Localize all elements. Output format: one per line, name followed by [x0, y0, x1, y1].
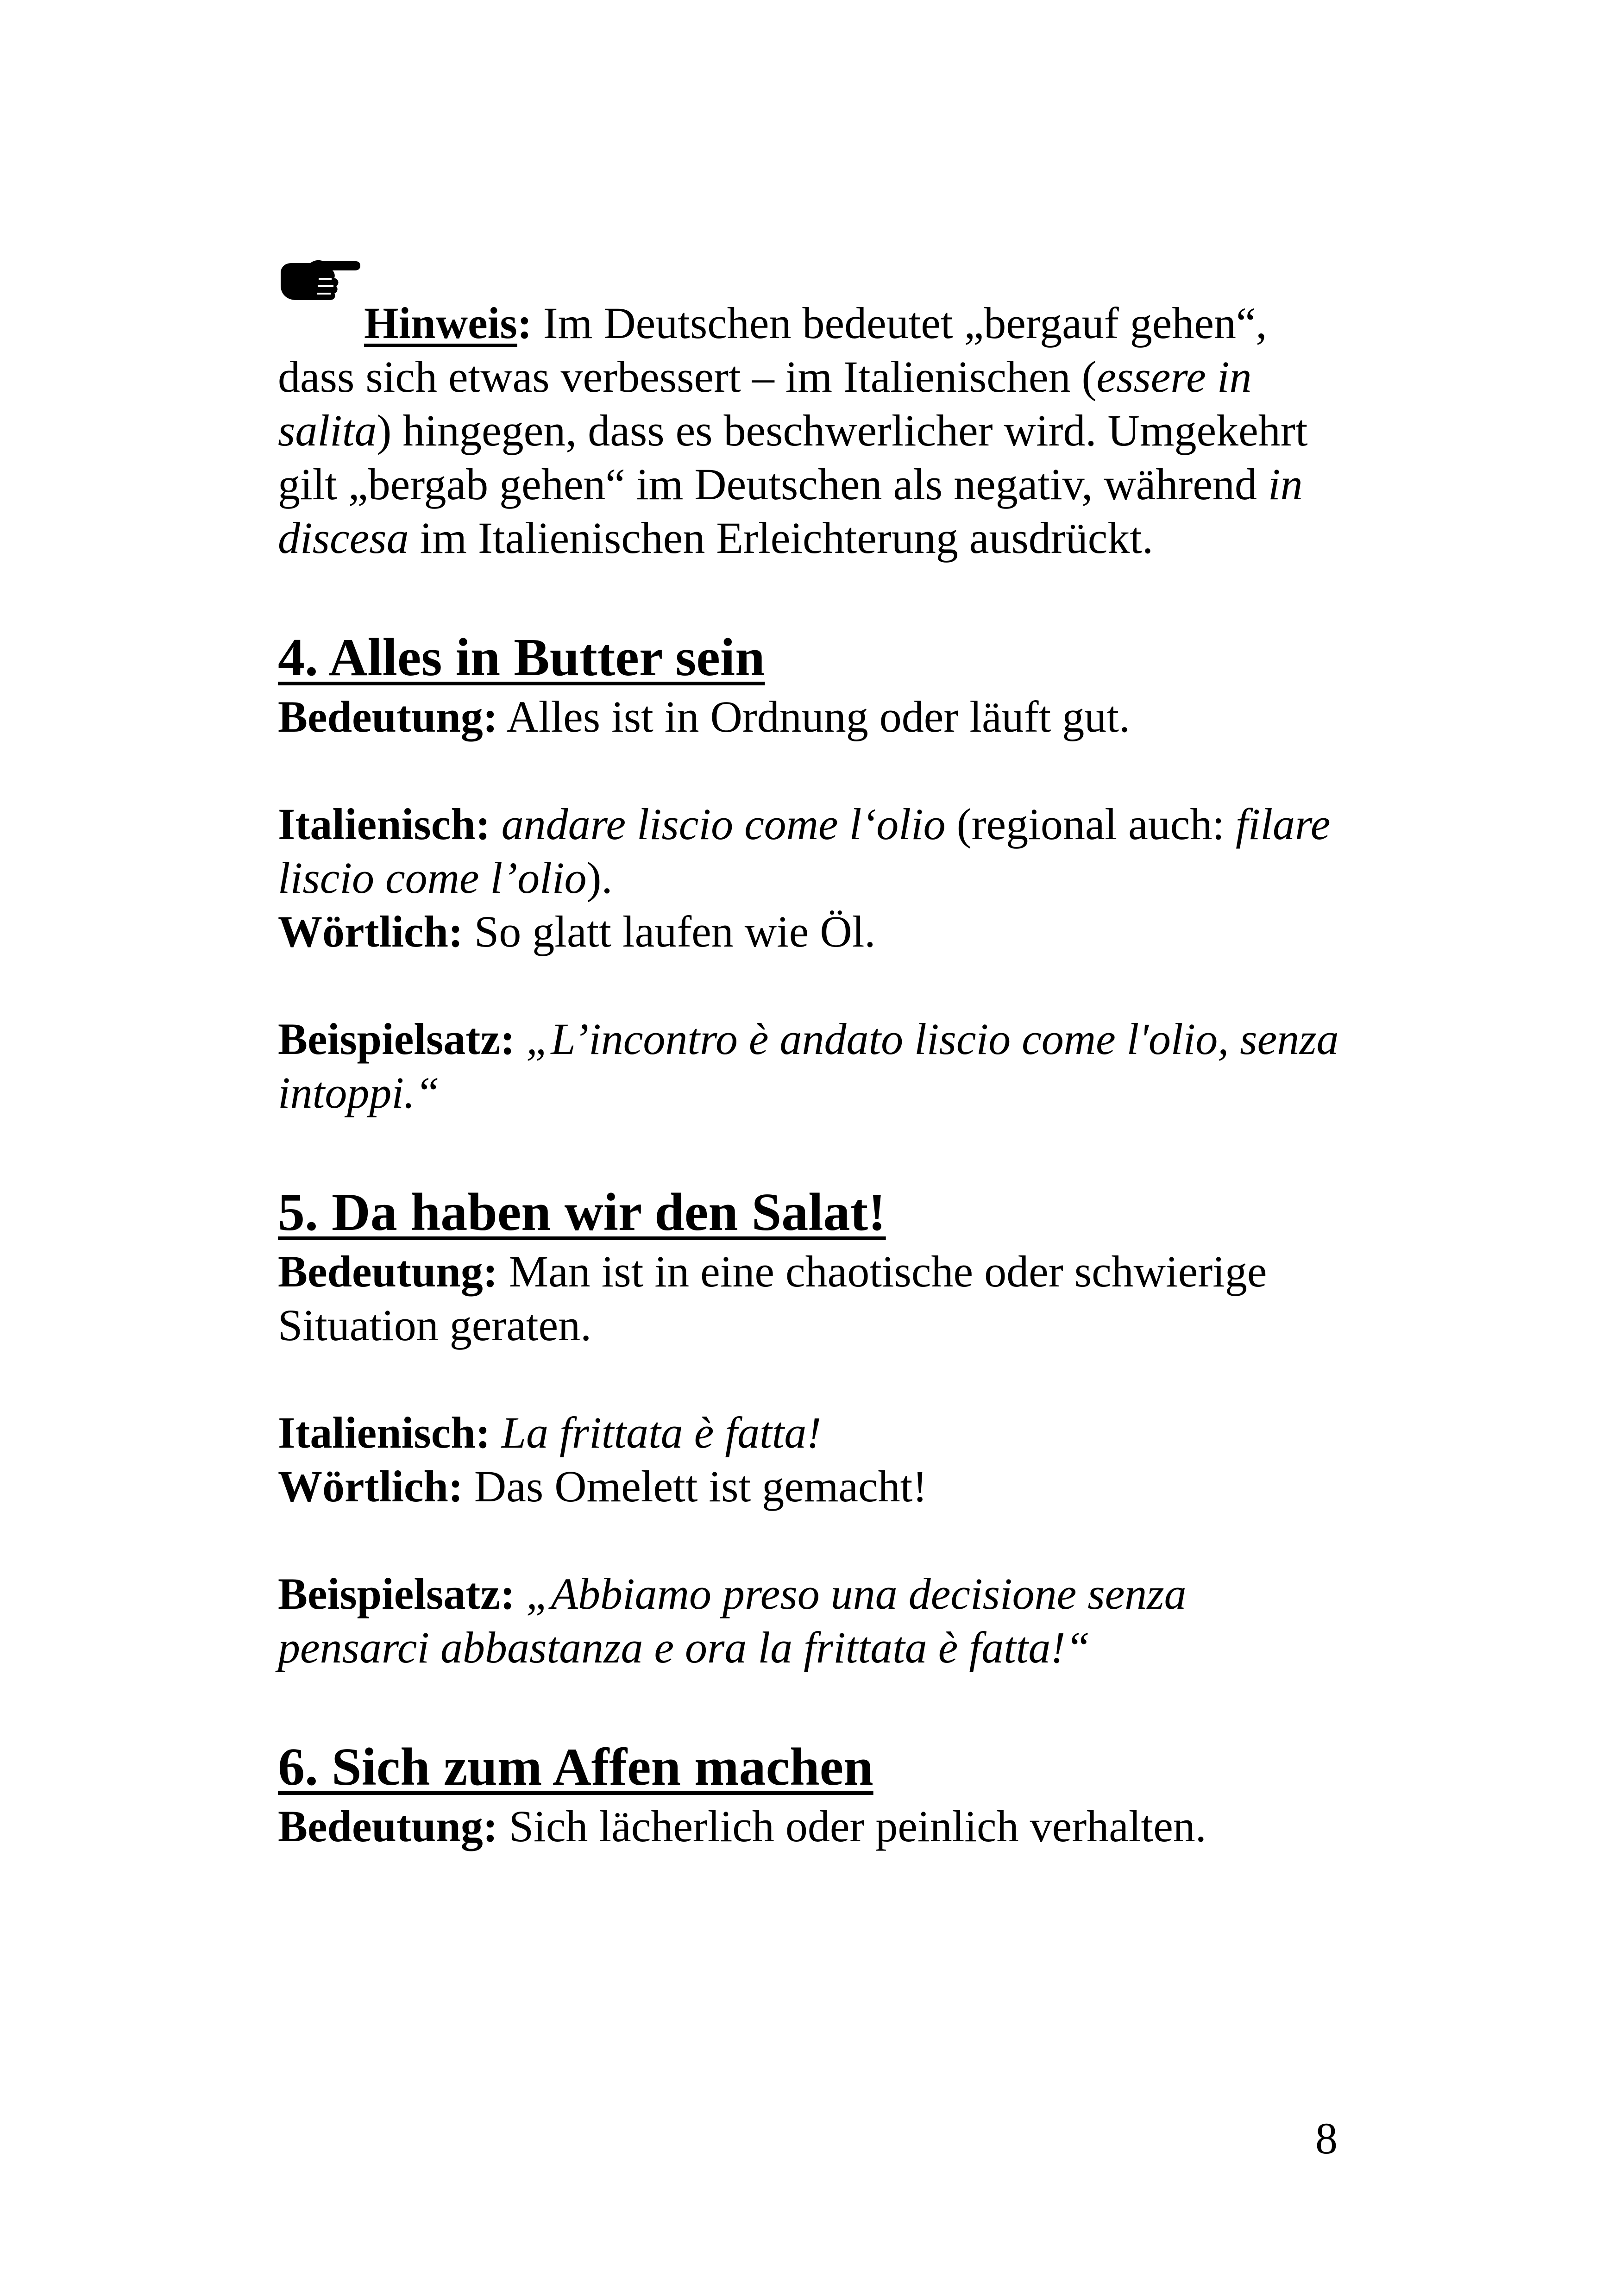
example-text: „Abbiamo preso una decisione senza pensarci abbastanza e ora la frittata è fatta!“ [278, 1569, 1187, 1672]
meaning-text: Sich lächerlich oder peinlich verhalten. [497, 1801, 1206, 1851]
italian-text: (regional auch: [945, 799, 1236, 849]
section-4-literal [278, 905, 1343, 959]
hint-colon: : [517, 298, 532, 348]
hint-text-3: im Italienischen Erleichterung ausdrückt. [408, 513, 1154, 563]
literal-label: Wörtlich: [278, 1462, 463, 1511]
literal-label: Wörtlich: [278, 907, 463, 956]
literal-text: Das Omelett ist gemacht! [463, 1462, 928, 1511]
example-text: „L’incontro è andato liscio come l'olio, senza intoppi.“ [278, 1014, 1339, 1117]
hint-italic-2: in discesa [278, 459, 1303, 563]
meaning-text: Alles ist in Ordnung oder läuft gut. [497, 692, 1130, 741]
hint-paragraph [278, 282, 1343, 565]
document-page [278, 282, 1343, 1853]
section-heading-5: 5. Da haben wir den Salat! [278, 1183, 886, 1242]
italian-phrase: La frittata è fatta! [501, 1408, 822, 1457]
hint-text-1: Im Deutschen bedeutet „bergauf gehen“, dass sich etwas verbessert – im Italienischen ( [278, 298, 1267, 401]
section-5-literal [278, 1460, 1343, 1513]
section-5-meaning [278, 1245, 1343, 1352]
hint-italic-1: essere in salita [278, 352, 1252, 455]
italian-text-end: ). [586, 853, 613, 903]
italian-label: Italienisch: [278, 799, 490, 849]
section-5-example [278, 1567, 1343, 1675]
hint-text-2: ) hingegen, dass es beschwerlicher wird. Umgekehrt gilt „bergab gehen“ im Deutschen als negativ, während [278, 406, 1308, 509]
italian-label: Italienisch: [278, 1408, 490, 1457]
meaning-label: Bedeutung: [278, 1247, 498, 1296]
literal-text: So glatt laufen wie Öl. [463, 907, 876, 956]
section-heading-4: 4. Alles in Butter sein [278, 628, 765, 687]
meaning-label: Bedeutung: [278, 692, 498, 741]
meaning-label: Bedeutung: [278, 1801, 498, 1851]
example-label: Beispielsatz: [278, 1569, 515, 1618]
example-label: Beispielsatz: [278, 1014, 515, 1064]
page-number: 8 [1315, 2114, 1338, 2163]
meaning-text: Man ist in eine chaotische oder schwierige Situation geraten. [278, 1247, 1267, 1350]
section-4-example [278, 1012, 1343, 1120]
section-4-italian [278, 797, 1343, 905]
section-6-meaning [278, 1800, 1343, 1853]
italian-phrase-alt: filare liscio come l’olio [278, 799, 1331, 903]
section-heading-6: 6. Sich zum Affen machen [278, 1738, 873, 1797]
hint-label: Hinweis [364, 298, 517, 348]
section-5-italian [278, 1406, 1343, 1460]
italian-phrase: andare liscio come l‘olio [501, 799, 946, 849]
pointing-hand-icon [278, 282, 361, 343]
section-4-meaning [278, 690, 1343, 744]
